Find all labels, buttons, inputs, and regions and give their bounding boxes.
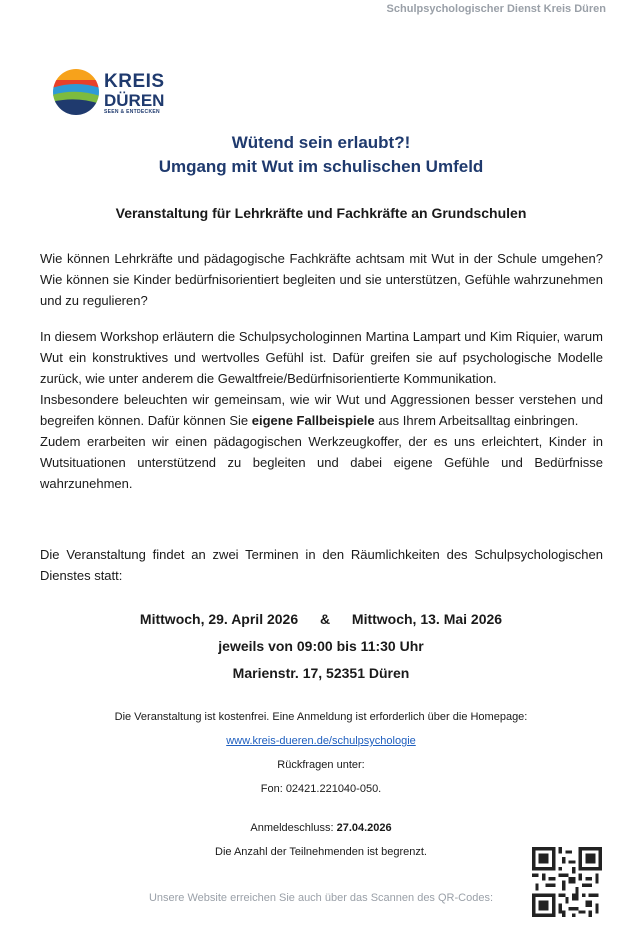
page-subtitle: Veranstaltung für Lehrkräfte und Fachkräfte an Grundschulen — [115, 205, 527, 221]
event-address: Marienstr. 17, 52351 Düren — [232, 665, 410, 681]
workshop-p1: In diesem Workshop erläutern die Schulpsychologinnen Martina Lampart und Kim Riquier, warum Wut ein konstruktives und wertvolles Gefühl ist. Dafür greifen sie auf psychologische Modelle zurück, wie unter anderem die Gewaltfreie/Bedürfnisorientierte Kommunikation. — [40, 329, 603, 386]
page-title-line2: Umgang mit Wut im schulischen Umfeld — [158, 157, 484, 176]
registration-link[interactable]: www.kreis-dueren.de/schulpsychologie — [226, 735, 416, 747]
questions-label: Rückfragen unter: — [277, 759, 365, 771]
event-dates — [0, 611, 642, 627]
workshop-p3: Zudem erarbeiten wir einen pädagogischen Werkzeugkoffer, der es uns erleichtert, Kinder in Wutsituationen unterstützend zu begleiten und dabei eigene Gefühle und Bedürfnisse wahrzunehmen. — [40, 434, 603, 491]
event-date-1: Mittwoch, 29. April 2026 — [139, 611, 299, 627]
page-title-line1: Wütend sein erlaubt?! — [231, 133, 411, 152]
registration-info: Die Veranstaltung ist kostenfrei. Eine Anmeldung ist erforderlich über die Homepage: — [114, 711, 528, 723]
event-date-separator: & — [319, 611, 331, 627]
workshop-p2-text-1: Insbesondere beleuchten wir gemeinsam, wie wir Wut und Aggressionen besser verstehen und begreifen können. Dafür können Sie — [40, 392, 603, 428]
logo-emblem-icon — [52, 68, 100, 116]
logo-line2: DÜREN — [104, 91, 165, 110]
intro-text: Wie können Lehrkräfte und pädagogische Fachkräfte achtsam mit Wut in der Schule umgehen? Wie können sie Kinder bedürfnisorientiert begleiten und sie unterstützen, Gefühle wahrzunehmen und zu regulieren? — [40, 251, 603, 308]
registration-deadline — [0, 822, 642, 834]
deadline-label: Anmeldeschluss: — [250, 822, 337, 834]
workshop-p2-text-2: aus Ihrem Arbeitsalltag einbringen. — [374, 413, 579, 428]
intro-paragraph — [40, 248, 603, 311]
logo-line1: KREIS — [104, 71, 165, 92]
workshop-description — [40, 326, 603, 494]
logo-tagline: SEEN & ENTDECKEN — [104, 109, 160, 115]
phone-number: Fon: 02421.221040-050. — [260, 783, 382, 795]
header-organization: Schulpsychologischer Dienst Kreis Düren — [386, 3, 606, 15]
participant-limit: Die Anzahl der Teilnehmenden ist begrenzt. — [215, 846, 427, 858]
event-time: jeweils von 09:00 bis 11:30 Uhr — [218, 638, 424, 654]
venue-paragraph — [40, 544, 603, 586]
kreis-dueren-logo — [52, 68, 182, 120]
event-date-2: Mittwoch, 13. Mai 2026 — [351, 611, 503, 627]
registration-link-wrap — [0, 735, 642, 747]
venue-intro: Die Veranstaltung findet an zwei Terminen in den Räumlichkeiten des Schulpsychologischen Dienstes statt: — [40, 547, 603, 583]
deadline-date: 27.04.2026 — [336, 822, 392, 834]
workshop-p2 — [40, 389, 603, 431]
workshop-p2-emphasis: eigene Fallbeispiele — [251, 413, 375, 428]
qr-caption: Unsere Website erreichen Sie auch über das Scannen des QR-Codes: — [148, 892, 494, 904]
qr-code-icon[interactable] — [532, 847, 602, 917]
